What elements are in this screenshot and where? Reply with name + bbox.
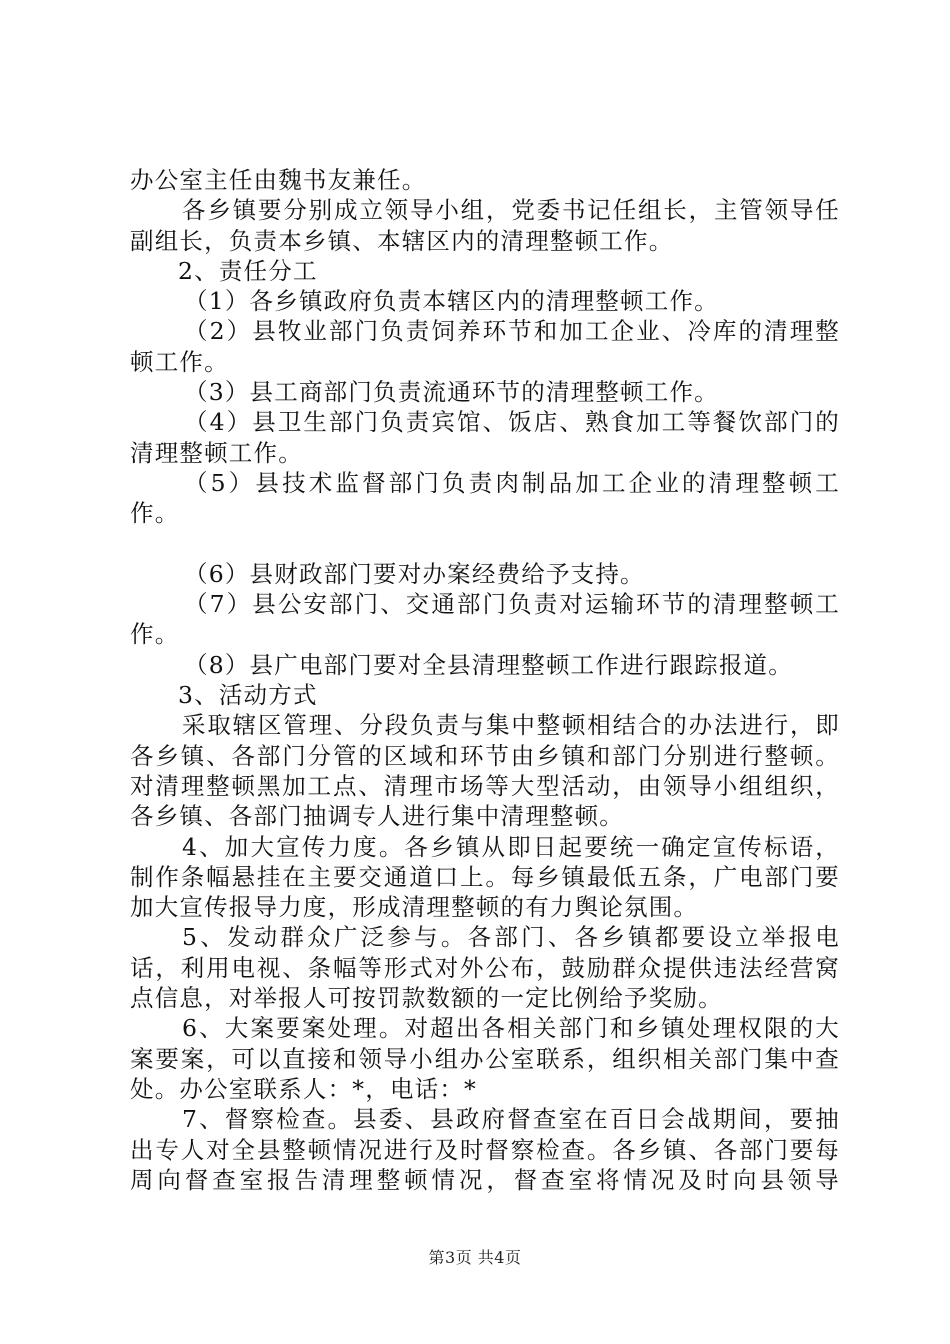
blank-line <box>130 529 840 559</box>
responsibility-item-4: （4）县卫生部门负责宾馆、饭店、熟食加工等餐饮部门的清理整顿工作。 <box>130 408 840 467</box>
responsibility-item-3: （3）县工商部门负责流通环节的清理整顿工作。 <box>184 378 719 407</box>
paragraph-activity-mode: 采取辖区管理、分段负责与集中整顿相结合的办法进行，即各乡镇、各部门分管的区域和环节由乡镇和部门分别进行整顿。对清理整顿黑加工点、清理市场等大型活动，由领导小组组织，各乡镇、各部门抽调专人进行集中清理整顿。 <box>130 711 840 831</box>
paragraph-public-participation: 5、发动群众广泛参与。各部门、各乡镇都要设立举报电话，利用电视、条幅等形式对外公布，鼓励群众提供违法经营窝点信息，对举报人可按罚款数额的一定比例给予奖励。 <box>130 923 840 1013</box>
responsibility-item-1: （1）各乡镇政府负责本辖区内的清理整顿工作。 <box>184 287 719 316</box>
section-heading-responsibility: 2、责任分工 <box>178 256 318 285</box>
responsibility-item-8: （8）县广电部门要对全县清理整顿工作进行跟踪报道。 <box>184 650 793 679</box>
document-body <box>130 165 840 1195</box>
responsibility-item-5: （5）县技术监督部门负责肉制品加工企业的清理整顿工作。 <box>130 468 840 528</box>
paragraph-supervision: 7、督察检查。县委、县政府督查室在百日会战期间，要抽出专人对全县整顿情况进行及时督察检查。各乡镇、各部门要每周向督查室报告清理整顿情况，督查室将情况及时向县领导 <box>130 1105 840 1194</box>
paragraph-office-director: 办公室主任由魏书友兼任。 <box>130 166 427 194</box>
responsibility-item-7: （7）县公安部门、交通部门负责对运输环节的清理整顿工作。 <box>130 590 840 649</box>
paragraph-major-cases: 6、大案要案处理。对超出各相关部门和乡镇处理权限的大案要案，可以直接和领导小组办公室联系，组织相关部门集中查处。办公室联系人：*，电话：* <box>130 1014 840 1103</box>
paragraph-publicity: 4、加大宣传力度。各乡镇从即日起要统一确定宣传标语，制作条幅悬挂在主要交通道口上。每乡镇最低五条，广电部门要加大宣传报导力度，形成清理整顿的有力舆论氛围。 <box>130 832 840 922</box>
page-number-label: 第3页 共4页 <box>428 1248 522 1267</box>
responsibility-item-2: （2）县牧业部门负责饲养环节和加工企业、冷库的清理整顿工作。 <box>130 317 840 376</box>
paragraph-leading-groups: 各乡镇要分别成立领导小组，党委书记任组长，主管领导任副组长，负责本乡镇、本辖区内的清理整顿工作。 <box>130 196 840 255</box>
responsibility-item-6: （6）县财政部门要对办案经费给予支持。 <box>184 559 645 588</box>
page-footer <box>0 1245 950 1268</box>
section-heading-activity-mode: 3、活动方式 <box>178 681 318 710</box>
